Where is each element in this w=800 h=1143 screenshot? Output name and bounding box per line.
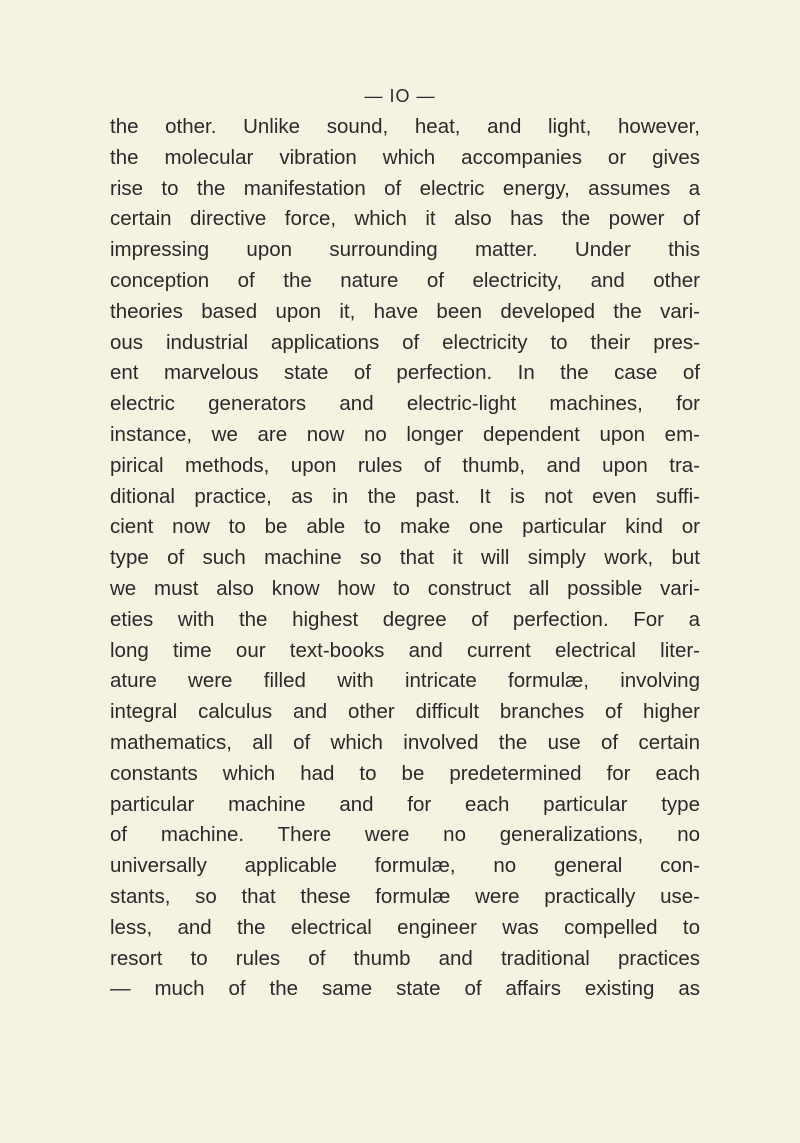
text-line: resort to rules of thumb and traditional practices: [110, 946, 700, 970]
page-number: — IO —: [364, 86, 436, 106]
body-paragraph: [110, 112, 700, 1005]
text-line: ous industrial applications of electricity to their pres-: [110, 330, 700, 354]
text-line: type of such machine so that it will simply work, but: [110, 546, 700, 570]
text-line: integral calculus and other difficult branches of higher: [110, 700, 700, 724]
text-line: the molecular vibration which accompanies or gives: [110, 145, 700, 169]
text-line: mathematics, all of which involved the use of certain: [110, 730, 700, 754]
text-line: — much of the same state of affairs existing as: [110, 977, 700, 1001]
text-line: ature were filled with intricate formulæ, involving: [110, 669, 700, 693]
text-line: constants which had to be predetermined for each: [110, 761, 700, 785]
text-line: rise to the manifestation of electric energy, assumes a: [110, 176, 700, 200]
text-line: particular machine and for each particular type: [110, 792, 700, 816]
text-line: instance, we are now no longer dependent upon em-: [110, 422, 700, 446]
text-line: stants, so that these formulæ were practically use-: [110, 884, 700, 908]
text-line: eties with the highest degree of perfection. For a: [110, 607, 700, 631]
text-line: we must also know how to construct all possible vari-: [110, 576, 700, 600]
text-line: universally applicable formulæ, no general con-: [110, 854, 700, 878]
text-line: impressing upon surrounding matter. Under this: [110, 238, 700, 262]
text-line: the other. Unlike sound, heat, and light, however,: [110, 115, 700, 138]
text-line: ditional practice, as in the past. It is not even suffi-: [110, 484, 700, 508]
text-line: less, and the electrical engineer was compelled to: [110, 915, 700, 939]
text-line: pirical methods, upon rules of thumb, and upon tra-: [110, 453, 700, 477]
text-line: cient now to be able to make one particular kind or: [110, 515, 700, 539]
text-line: of machine. There were no generalizations, no: [110, 823, 700, 847]
text-line: certain directive force, which it also has the power of: [110, 207, 700, 231]
text-line: electric generators and electric-light machines, for: [110, 392, 700, 416]
text-line: theories based upon it, have been developed the vari-: [110, 299, 700, 323]
text-line: long time our text-books and current electrical liter-: [110, 638, 700, 662]
text-line: ent marvelous state of perfection. In the case of: [110, 361, 700, 385]
text-line: conception of the nature of electricity, and other: [110, 268, 700, 292]
